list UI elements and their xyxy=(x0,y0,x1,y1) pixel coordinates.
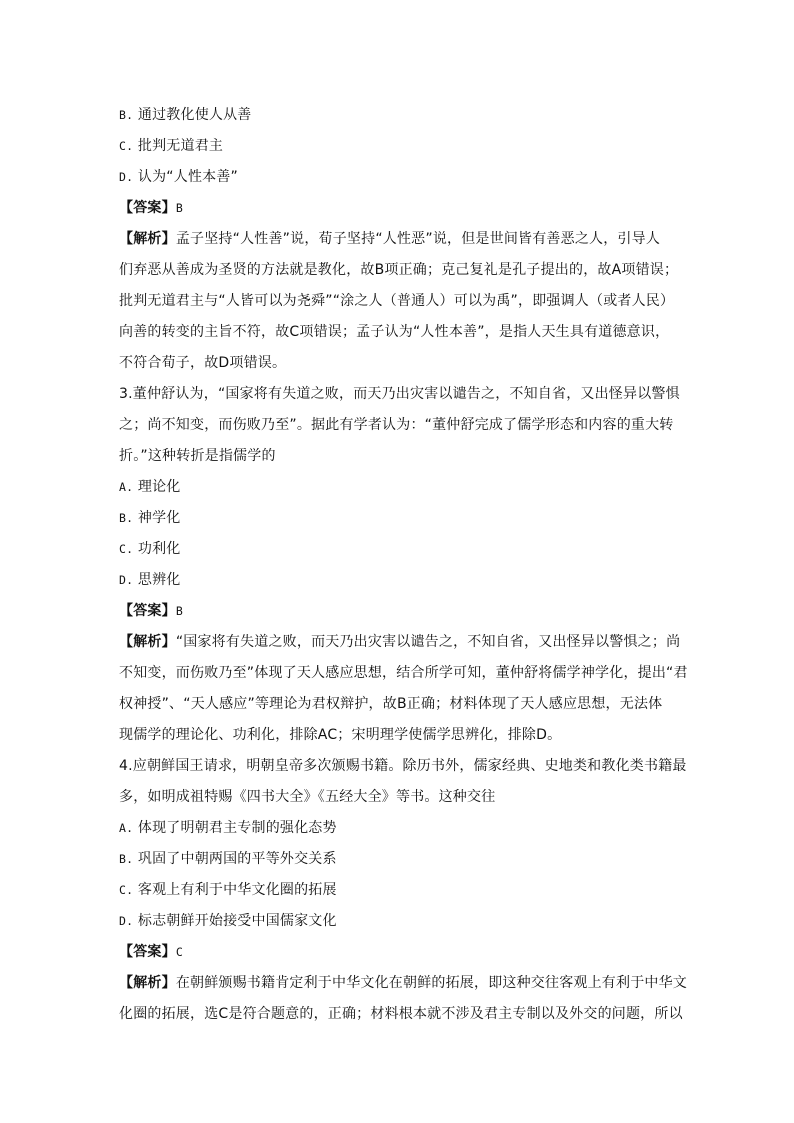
question-4-stem xyxy=(119,751,687,813)
analysis-line: 现儒学的理论化、功利化，排除AC；宋明理学使儒学思辨化，排除D。 xyxy=(119,727,562,743)
stem-line: 之；尚不知变，而伤败乃至”。据此有学者认为：“董仲舒完成了儒学形态和内容的重大转 xyxy=(119,417,674,433)
option-b: B. 神学化 xyxy=(119,510,181,526)
option-d: D. 思辨化 xyxy=(119,572,181,588)
option-a: A. 体现了明朝君主专制的强化态势 xyxy=(119,820,337,836)
question-2-answer: 【答案】B xyxy=(119,200,183,216)
analysis-line: 权神授”、“天人感应”等理论为君权辩护，故B正确；材料体现了天人感应思想，无法体 xyxy=(119,696,663,712)
question-2-analysis xyxy=(119,224,679,379)
option-a: A. 理论化 xyxy=(119,479,181,495)
question-4-answer: 【答案】C xyxy=(119,944,183,960)
stem-line: 折。”这种转折是指儒学的 xyxy=(119,448,276,464)
analysis-line: 们弃恶从善成为圣贤的方法就是教化，故B项正确；克己复礼是孔子提出的，故A项错误； xyxy=(119,262,679,278)
analysis-line: 化圈的拓展，选C是符合题意的，正确；材料根本就不涉及君主专制以及外交的问题，所以 xyxy=(119,1006,683,1022)
question-3-stem xyxy=(119,379,679,472)
analysis-line: 不符合荀子，故D项错误。 xyxy=(119,355,287,371)
question-2-options xyxy=(119,100,679,193)
question-4-analysis xyxy=(119,968,688,1030)
document-page xyxy=(119,100,688,1030)
analysis-line: 向善的转变的主旨不符，故C项错误；孟子认为“人性本善”，是指人天生具有道德意识， xyxy=(119,324,670,340)
option-d: D. 认为“人性本善” xyxy=(119,169,239,185)
analysis-line: 批判无道君主与“人皆可以为尧舜”“涂之人（普通人）可以为禹”，即强调人（或者人民） xyxy=(119,293,675,309)
option-b: B. 通过教化使人从善 xyxy=(119,107,252,123)
stem-line: 4.应朝鲜国王请求，明朝皇帝多次颁赐书籍。除历书外，儒家经典、史地类和教化类书籍最 xyxy=(119,758,687,774)
option-b: B. 巩固了中朝两国的平等外交关系 xyxy=(119,851,337,867)
stem-line: 3.董仲舒认为，“国家将有失道之败，而天乃出灾害以谴告之，不知自省，又出怪异以警惧 xyxy=(119,386,680,402)
question-3-options xyxy=(119,472,679,596)
option-d: D. 标志朝鲜开始接受中国儒家文化 xyxy=(119,913,337,929)
question-3-answer: 【答案】B xyxy=(119,603,183,619)
option-c: C. 批判无道君主 xyxy=(119,138,224,154)
analysis-line: 【解析】孟子坚持“人性善”说，荀子坚持“人性恶”说，但是世间皆有善恶之人，引导人 xyxy=(119,231,661,247)
stem-line: 多，如明成祖特赐《四书大全》《五经大全》等书。这种交往 xyxy=(119,789,496,805)
analysis-line: 【解析】在朝鲜颁赐书籍肯定利于中华文化在朝鲜的拓展，即这种交往客观上有利于中华文 xyxy=(119,975,688,991)
question-3-analysis xyxy=(119,627,688,751)
analysis-line: 不知变，而伤败乃至”体现了天人感应思想，结合所学可知，董仲舒将儒学神学化，提出“君 xyxy=(119,665,688,681)
question-4-options xyxy=(119,813,679,937)
analysis-line: 【解析】“国家将有失道之败，而天乃出灾害以谴告之，不知自省，又出怪异以警惧之；尚 xyxy=(119,634,681,650)
option-c: C. 功利化 xyxy=(119,541,181,557)
option-c: C. 客观上有利于中华文化圈的拓展 xyxy=(119,882,337,898)
